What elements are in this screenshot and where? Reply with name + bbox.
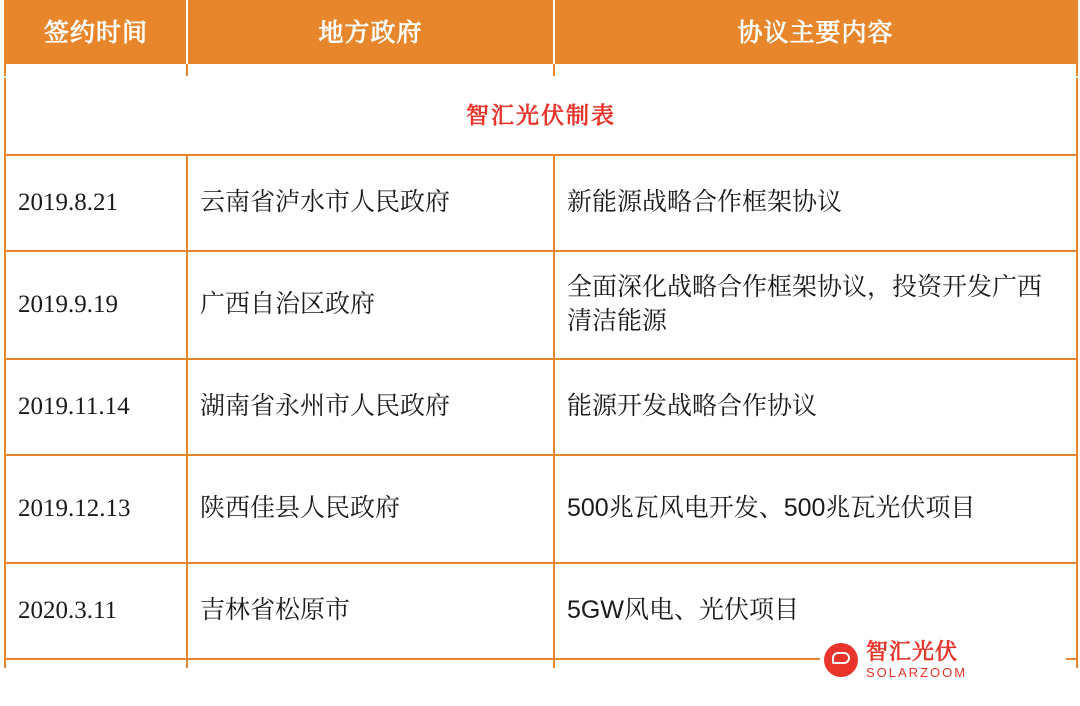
- table-body: [5, 77, 1077, 668]
- cell-government: 广西自治区政府: [187, 251, 554, 359]
- cell-content: 新能源战略合作框架协议: [554, 155, 1077, 251]
- table-row: [5, 359, 1077, 455]
- table-header: [5, 0, 1077, 63]
- speech-bubble-icon: [824, 643, 858, 677]
- cell-content: 500兆瓦风电开发、500兆瓦光伏项目: [554, 455, 1077, 563]
- cell-date: 2019.11.14: [5, 359, 187, 455]
- watermark: [820, 624, 1066, 696]
- column-header-government: 地方政府: [187, 0, 554, 63]
- table-row: [5, 455, 1077, 563]
- table-row-partial-top: [5, 63, 1077, 77]
- agreements-table: [4, 0, 1078, 668]
- watermark-text: [866, 639, 967, 681]
- column-header-date: 签约时间: [5, 0, 187, 63]
- cell-content: 能源开发战略合作协议: [554, 359, 1077, 455]
- cell-date: 2019.8.21: [5, 155, 187, 251]
- partial-cell: [554, 63, 1077, 77]
- table-header-row: [5, 0, 1077, 63]
- brand-label: 智汇光伏制表: [5, 77, 1077, 155]
- cell-government: 云南省泸水市人民政府: [187, 155, 554, 251]
- cell-date: 2019.12.13: [5, 455, 187, 563]
- cell-government: 陕西佳县人民政府: [187, 455, 554, 563]
- column-header-content: 协议主要内容: [554, 0, 1077, 63]
- watermark-subtitle: SOLARZOOM: [866, 665, 968, 681]
- table-row: [5, 251, 1077, 359]
- partial-cell: [5, 659, 187, 668]
- partial-cell: [187, 63, 554, 77]
- cell-content: 5GW风电、光伏项目: [554, 563, 1077, 659]
- partial-cell: [5, 63, 187, 77]
- cell-government: 吉林省松原市: [187, 563, 554, 659]
- table-brand-row: [5, 77, 1077, 155]
- cell-content: 全面深化战略合作框架协议，投资开发广西清洁能源: [554, 251, 1077, 359]
- table-row: [5, 155, 1077, 251]
- partial-cell: [187, 659, 554, 668]
- cell-government: 湖南省永州市人民政府: [187, 359, 554, 455]
- cell-date: 2020.3.11: [5, 563, 187, 659]
- cell-date: 2019.9.19: [5, 251, 187, 359]
- watermark-title: 智汇光伏: [866, 638, 959, 664]
